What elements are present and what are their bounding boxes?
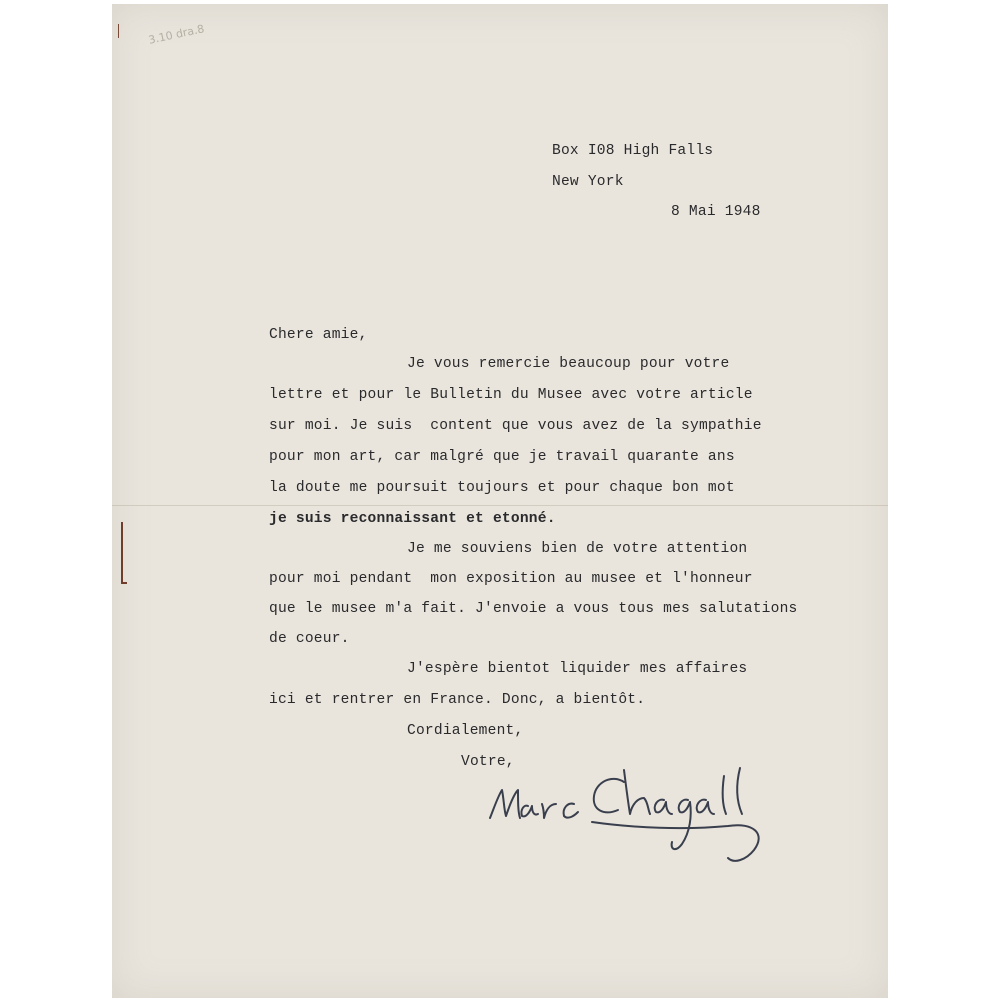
body-line: Je me souviens bien de votre attention bbox=[407, 541, 748, 557]
body-line: que le musee m'a fait. J'envoie a vous tous mes salutations bbox=[269, 601, 798, 617]
signature-text: Marc Chagall bbox=[484, 868, 491, 869]
body-line: ici et rentrer en France. Donc, a bientôt. bbox=[269, 692, 646, 708]
body-line: pour mon art, car malgré que je travail quarante ans bbox=[269, 449, 735, 465]
margin-mark bbox=[118, 24, 119, 38]
handwritten-signature bbox=[484, 760, 774, 870]
body-line: de coeur. bbox=[269, 631, 350, 647]
sign-off: Votre, bbox=[461, 754, 515, 770]
closing: Cordialement, bbox=[407, 723, 524, 739]
body-line: J'espère bientot liquider mes affaires bbox=[407, 661, 748, 677]
address-line-2: New York bbox=[552, 174, 624, 190]
body-line: Je vous remercie beaucoup pour votre bbox=[407, 356, 730, 372]
body-line: la doute me poursuit toujours et pour chaque bon mot bbox=[269, 480, 735, 496]
pencil-note: 3.10 dra.8 bbox=[147, 22, 206, 47]
body-line: pour moi pendant mon exposition au musee et l'honneur bbox=[269, 571, 753, 587]
letter-date: 8 Mai 1948 bbox=[671, 204, 761, 220]
body-line: lettre et pour le Bulletin du Musee avec votre article bbox=[269, 387, 753, 403]
address-line-1: Box I08 High Falls bbox=[552, 143, 714, 159]
paper-fold-line bbox=[112, 505, 888, 506]
bracket-mark bbox=[121, 522, 127, 584]
body-line: je suis reconnaissant et etonné. bbox=[269, 511, 556, 527]
salutation: Chere amie, bbox=[269, 327, 368, 343]
body-line: sur moi. Je suis content que vous avez de la sympathie bbox=[269, 418, 762, 434]
